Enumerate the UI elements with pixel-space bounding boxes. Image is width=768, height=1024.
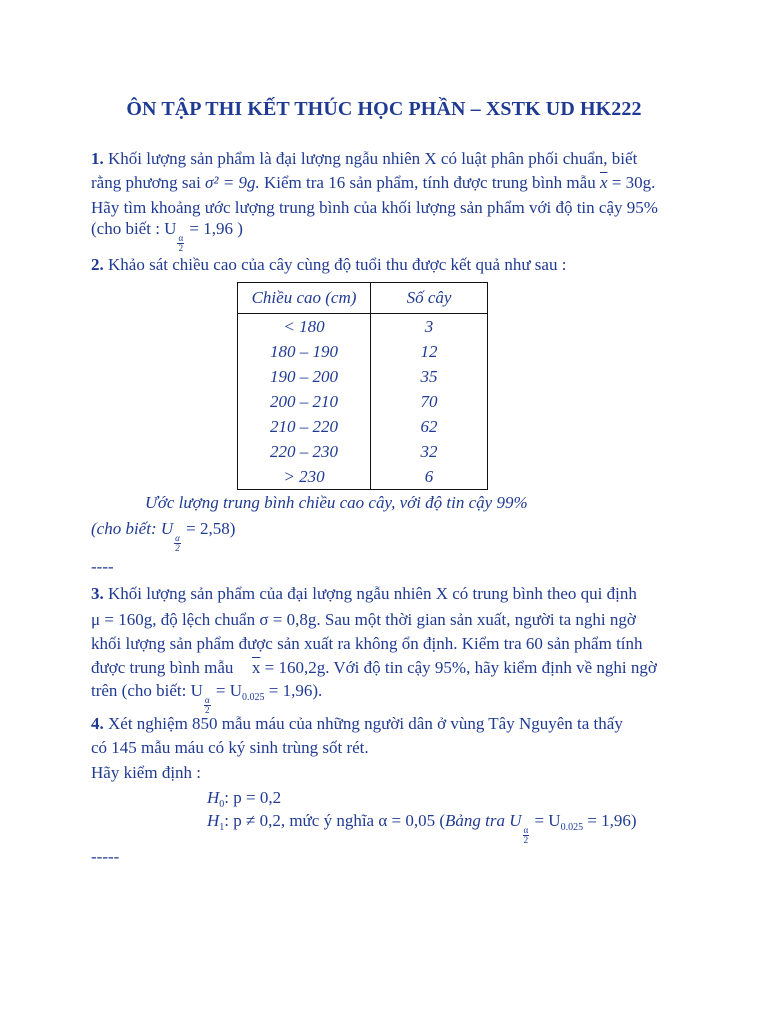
q1-line-4	[91, 218, 243, 253]
h0-subscript: 0	[219, 799, 225, 810]
height-cell: 180 – 190	[238, 339, 371, 364]
table-row	[238, 364, 488, 389]
q4-line-3: Hãy kiểm định :	[91, 763, 202, 782]
separator-2: -----	[91, 847, 120, 866]
q1-line-3: Hãy tìm khoảng ước lượng trung bình của khối lượng sản phẩm với độ tin cậy 95%	[91, 198, 658, 217]
q3-text-1: Khối lượng sản phẩm của đại lượng ngẫu nhiên X có trung bình theo qui định	[108, 584, 637, 603]
q3-text-4b: = 160,2g. Với độ tin cậy 95%, hãy kiểm định về nghi ngờ	[264, 658, 657, 677]
q3-line-3: khối lượng sản phẩm được sản xuất ra không ổn định. Kiểm tra 60 sản phẩm tính	[91, 634, 643, 653]
q3-xbar: $\overline{x}$	[251, 658, 261, 677]
fraction-denominator: 2	[523, 835, 529, 845]
page-title: ÔN TẬP THI KẾT THÚC HỌC PHẦN – XSTK UD HK222	[126, 98, 642, 120]
q1-text-2a: rằng phương sai	[91, 173, 201, 192]
h1-subscript: 1	[219, 822, 225, 833]
q1-text-2b: Kiểm tra 16 sản phẩm, tính được trung bình mẫu	[264, 173, 596, 192]
q3-number: 3.	[91, 584, 104, 603]
fraction-denominator: 2	[175, 543, 180, 553]
q4-number: 4.	[91, 714, 104, 733]
q3-line-4	[91, 657, 657, 679]
table-row	[238, 339, 488, 364]
q3-line-2: μ = 160g, độ lệch chuẩn σ = 0,8g. Sau một thời gian sản xuất, người ta nghi ngờ	[91, 610, 636, 629]
height-cell: 190 – 200	[238, 364, 371, 389]
height-cell: 210 – 220	[238, 414, 371, 439]
height-cell: > 230	[238, 464, 371, 490]
count-cell: 32	[371, 439, 488, 464]
q3-text-5b: = U	[215, 681, 242, 700]
fraction-denominator: 2	[178, 243, 184, 253]
q3-text-5a: trên (cho biết: U	[91, 681, 203, 700]
q2-number: 2.	[91, 255, 104, 274]
q4-text-1: Xét nghiệm 850 mẫu máu của những người dân ở vùng Tây Nguyên ta thấy	[108, 714, 623, 733]
fraction-numerator: α	[204, 695, 210, 705]
q3-text-5c: = 1,96).	[268, 681, 323, 700]
q1-text-1: Khối lượng sản phẩm là đại lượng ngẫu nhiên X có luật phân phối chuẩn, biết	[108, 149, 638, 168]
count-cell: 62	[371, 414, 488, 439]
h1-table-ref: Bảng tra U	[445, 811, 522, 830]
q4-hypothesis-h1	[207, 810, 637, 845]
q1-text-4b: = 1,96 )	[189, 219, 243, 238]
q2-hint-a: (cho biết: U	[91, 519, 174, 538]
h1-text: : p ≠ 0,2, mức ý nghĩa α = 0,05 (	[224, 811, 445, 830]
fraction-numerator: α	[175, 533, 180, 543]
count-cell: 3	[371, 314, 488, 340]
alpha-half-fraction	[523, 826, 530, 845]
h1-eq: = U	[534, 811, 561, 830]
q1-number: 1.	[91, 149, 104, 168]
height-cell: 220 – 230	[238, 439, 371, 464]
fraction-numerator: α	[523, 825, 529, 835]
q4-line-2: có 145 mẫu máu có ký sinh trùng sốt rét.	[91, 738, 369, 757]
q3-text-4a: được trung bình mẫu	[91, 658, 234, 677]
h0-symbol: H	[207, 788, 220, 807]
q4-line-1	[91, 713, 623, 735]
alpha-half-fraction	[177, 234, 184, 253]
q4-hypothesis-h0	[207, 787, 281, 812]
table-row	[238, 439, 488, 464]
height-frequency-table	[237, 282, 488, 490]
q1-sigma-squared: σ² = 9g.	[205, 173, 260, 192]
count-cell: 70	[371, 389, 488, 414]
table-row	[238, 464, 488, 490]
height-cell: < 180	[238, 314, 371, 340]
q1-line-2	[91, 172, 655, 194]
q2-task: Ước lượng trung bình chiều cao cây, với độ tin cậy 99%	[145, 493, 528, 512]
fraction-numerator: α	[178, 233, 184, 243]
height-cell: 200 – 210	[238, 389, 371, 414]
q2-hint	[91, 518, 235, 553]
h0-text: : p = 0,2	[224, 788, 282, 807]
count-cell: 6	[371, 464, 488, 490]
q2-hint-b: = 2,58)	[186, 519, 236, 538]
q2-intro: Khảo sát chiều cao của cây cùng độ tuổi thu được kết quả như sau :	[108, 255, 567, 274]
header-height: Chiều cao (cm)	[238, 283, 371, 314]
fraction-denominator: 2	[205, 705, 210, 715]
header-count: Số cây	[371, 283, 488, 314]
count-cell: 12	[371, 339, 488, 364]
h1-subscript-0025: 0.025	[560, 822, 584, 833]
h1-symbol: H	[207, 811, 220, 830]
q1-text-4a: (cho biết : U	[91, 219, 177, 238]
table-row	[238, 414, 488, 439]
table-row	[238, 314, 488, 340]
q3-line-5	[91, 680, 322, 715]
table-header-row	[238, 283, 488, 314]
q2-line-1	[91, 254, 566, 276]
separator-1: ----	[91, 557, 114, 576]
q1-line-1	[91, 148, 637, 170]
table-row	[238, 389, 488, 414]
q1-xbar: $\overline{x}$	[599, 173, 608, 192]
alpha-half-fraction	[174, 534, 181, 553]
q3-line-1	[91, 583, 637, 605]
q3-subscript-0025: 0.025	[241, 692, 265, 703]
h1-end: = 1,96)	[587, 811, 637, 830]
count-cell: 35	[371, 364, 488, 389]
q1-text-2c: = 30g.	[611, 173, 656, 192]
